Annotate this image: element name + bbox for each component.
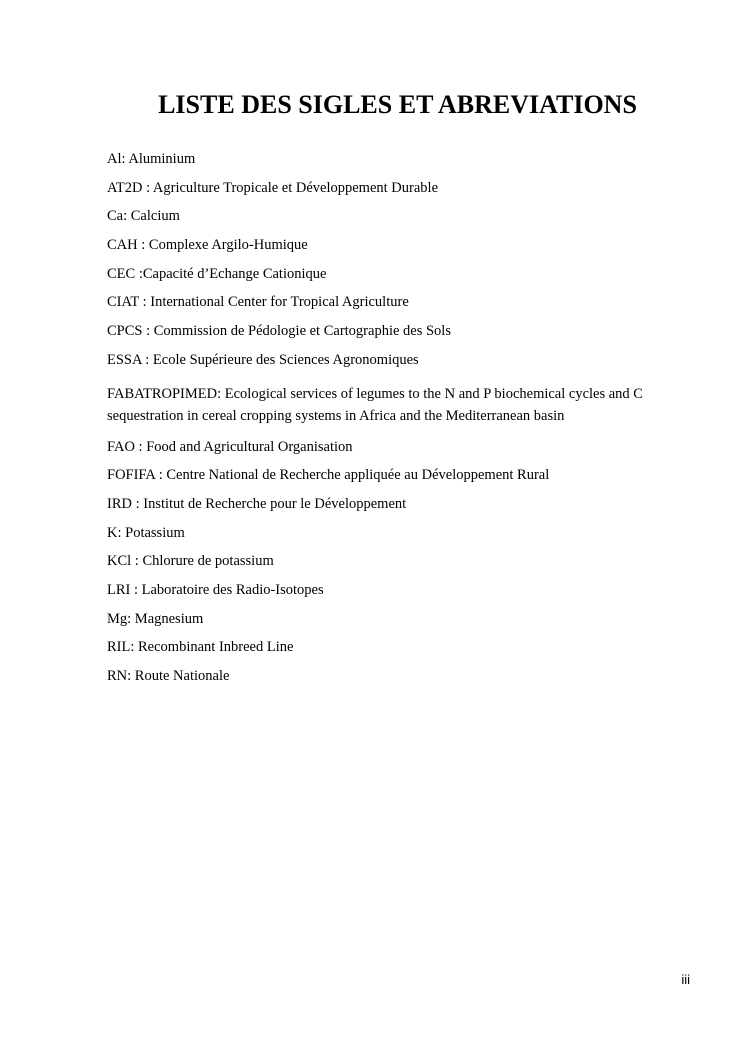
list-item: RIL: Recombinant Inbreed Line (107, 639, 294, 656)
list-item: ESSA : Ecole Supérieure des Sciences Agronomiques (107, 351, 419, 368)
list-item: KCl : Chlorure de potassium (107, 553, 274, 570)
list-item: Ca: Calcium (107, 208, 180, 225)
list-item: CAH : Complexe Argilo-Humique (107, 237, 308, 254)
list-item: FOFIFA : Centre National de Recherche appliquée au Développement Rural (107, 467, 550, 484)
list-item: CEC :Capacité d’Echange Cationique (107, 265, 327, 282)
list-item: Al: Aluminium (107, 151, 196, 167)
list-item: K: Potassium (107, 524, 185, 541)
page-title: LISTE DES SIGLES ET ABREVIATIONS (158, 90, 637, 119)
list-item: LRI : Laboratoire des Radio-Isotopes (107, 581, 324, 598)
list-item: CIAT : International Center for Tropical Agriculture (107, 294, 409, 311)
list-item: RN: Route Nationale (107, 668, 230, 684)
abbreviation-list (107, 150, 677, 696)
list-item: IRD : Institut de Recherche pour le Développement (107, 495, 407, 512)
list-item: AT2D : Agriculture Tropicale et Développement Durable (107, 179, 439, 196)
page-number: iii (681, 972, 690, 987)
list-item: Mg: Magnesium (107, 610, 204, 627)
list-item: CPCS : Commission de Pédologie et Cartographie des Sols (107, 323, 451, 340)
list-item: FABATROPIMED: Ecological services of legumes to the N and P biochemical cycles and C sequestration in cereal cropping systems in Africa and the Mediterranean basin (107, 385, 643, 424)
list-item: FAO : Food and Agricultural Organisation (107, 438, 353, 455)
